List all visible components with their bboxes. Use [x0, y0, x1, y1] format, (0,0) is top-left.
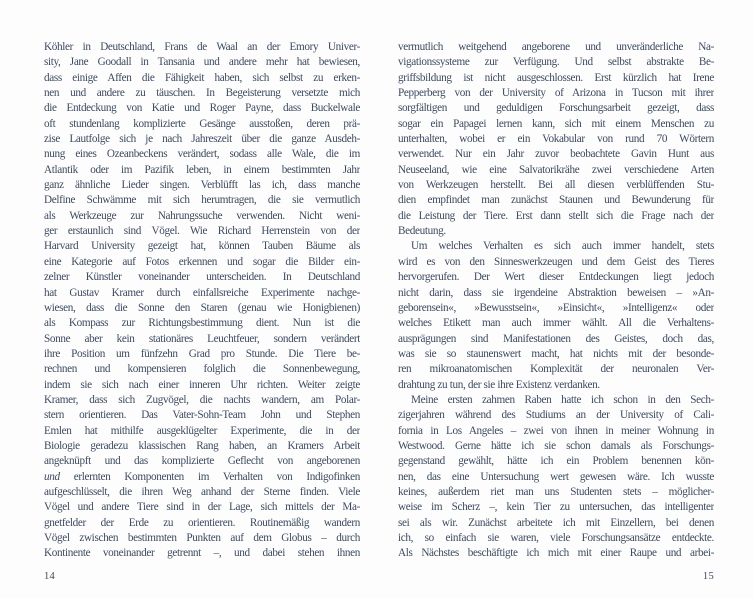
text-segment: erlernten Komponenten im Verhalten von Indigofinken — [59, 470, 360, 483]
text-segment: wird es von den Sinneswerkzeugen und dem Geist des Tieres — [398, 255, 714, 268]
text-line — [44, 439, 360, 454]
text-line — [44, 286, 360, 301]
text-segment: was sie so staunenswert macht, hat nichts mit der besonde- — [398, 347, 714, 360]
text-line — [44, 470, 360, 485]
text-segment: Harvard University gezeigt hat, können Tauben Bäume als — [44, 240, 360, 253]
text-segment: eine Kategorie auf Fotos erkennen und sogar die Bilder ein- — [44, 255, 360, 268]
page-right-text — [398, 40, 714, 562]
text-segment: die Leistung der Tiere. Erst dann stellt sich die Frage nach der — [398, 209, 714, 222]
text-line — [44, 117, 360, 132]
text-line — [398, 86, 714, 101]
text-line — [398, 332, 714, 347]
page-number-left: 14 — [44, 570, 56, 582]
text-segment: welches Etikett man auch immer wählt. All die Verhaltens- — [398, 317, 714, 330]
text-segment: hervorgerufen. Der Wert dieser Entdeckungen liegt jedoch — [398, 271, 714, 284]
text-line — [398, 71, 714, 86]
text-segment: ren mikroanatomischen Komplexität der neuronalen Ver- — [398, 363, 714, 376]
text-line — [44, 178, 360, 193]
text-segment: nung eines Ozeanbeckens verändert, sodass alle Wale, die im — [44, 148, 360, 161]
text-segment: Meine ersten zahmen Raben hatte ich schon in den Sech- — [411, 393, 714, 406]
text-segment: Delfine Schwämme mit sich herumtragen, die sie vermutlich — [44, 194, 360, 207]
text-segment: als Werkzeuge zur Nahrungssuche verwenden. Nicht weni- — [44, 209, 360, 222]
text-line — [44, 546, 360, 561]
text-segment: verwendet. Nur ein Jahr zuvor beobachtete Gavin Hunt aus — [398, 148, 714, 161]
text-segment: sei als wir. Zunächst arbeitete ich mit Einzellern, bei denen — [398, 516, 714, 529]
text-line — [398, 393, 714, 408]
text-segment: dass einige Affen die Fähigkeit haben, sich selbst zu erken- — [44, 71, 360, 84]
text-line — [398, 209, 714, 224]
text-segment: sogar ein Papagei lernen kann, sich mit einem Menschen zu — [398, 117, 714, 130]
text-line — [398, 255, 714, 270]
text-segment: Pepperberg von der University of Arizona in Tucson mit ihrer — [398, 87, 714, 100]
text-line — [398, 439, 714, 454]
text-line — [398, 470, 714, 485]
text-segment: nen, das eine Untersuchung wert gewesen wäre. Ich wusste — [398, 470, 714, 483]
text-line — [398, 178, 714, 193]
text-line — [398, 117, 714, 132]
text-segment: gnetfelder der Erde zu orientieren. Routinemäßig wandern — [44, 516, 360, 529]
text-line — [398, 485, 714, 500]
text-segment: ihre Position um fünfzehn Grad pro Stunde. Die Tiere be- — [44, 347, 360, 360]
text-segment: ich, so einfach sie waren, viele Forschungsansätze entdeckte. — [398, 532, 714, 544]
text-segment: sity, Jane Goodall in Tansania und andere mehr hat bewiesen, — [44, 56, 360, 69]
text-segment: griffsbildung ist nicht ausgeschlossen. Erst kürzlich hat Irene — [398, 71, 714, 84]
text-line — [398, 531, 714, 546]
text-segment: vermutlich weitgehend angeborene und unveränderliche Na- — [398, 41, 714, 53]
text-line — [398, 224, 714, 239]
text-line — [398, 362, 714, 377]
text-line — [44, 485, 360, 500]
text-line — [44, 255, 360, 270]
text-segment: geborensein«, »Bewusstsein«, »Einsicht«, »Intelligenz« oder — [398, 301, 714, 314]
text-line — [44, 86, 360, 101]
text-segment: vigationssysteme zur Verfügung. Und selbst abstrakte Be- — [398, 56, 714, 69]
text-line — [44, 147, 360, 162]
text-segment: ganz ähnliche Lieder singen. Verblüfft las ich, dass manche — [44, 179, 360, 192]
text-segment: indem sie sich nach einer inneren Uhr richten. Weiter zeigte — [44, 378, 360, 391]
text-line — [398, 347, 714, 362]
text-line — [398, 378, 714, 393]
text-line — [44, 408, 360, 423]
text-line — [44, 239, 360, 254]
text-line — [44, 332, 360, 347]
text-segment: sorgfältigen und geduldigen Forschungsarbeit gezeigt, dass — [398, 102, 714, 115]
text-line — [398, 424, 714, 439]
text-segment: Kramer, dass sich Zugvögel, die nachts wandern, am Polar- — [44, 393, 360, 406]
text-segment: Westwood. Gerne hätte ich sie schon damals als Forschungs- — [398, 439, 714, 452]
text-segment: nicht darin, dass sie irgendeine Abstraktion beweisen – »An- — [398, 286, 714, 299]
text-segment: Als Nächstes beschäftigte ich mich mit einer Raupe und arbei- — [398, 547, 714, 560]
text-segment: keines, außerdem riet man uns Studenten stets – möglicher- — [398, 485, 714, 498]
text-line — [398, 239, 714, 254]
text-segment: stern orientieren. Das Vater-Sohn-Team John und Stephen — [44, 409, 360, 422]
text-line — [398, 40, 714, 55]
text-segment: wiesen, dass die Sonne den Staren (genau wie Honigbienen) — [44, 301, 360, 314]
text-segment: hat Gustav Kramer durch einfallsreiche Experimente nachge- — [44, 286, 360, 299]
text-segment: Kontinente voneinander getrennt –, und dabei stehen ihnen — [44, 547, 360, 560]
text-line — [44, 316, 360, 331]
text-line — [44, 362, 360, 377]
text-segment: aufgeschlüsselt, die ihren Weg anhand der Sterne finden. Viele — [44, 485, 360, 498]
italic-text-segment: und — [44, 470, 60, 483]
text-line — [44, 454, 360, 469]
text-segment: Köhler in Deutschland, Frans de Waal an der Emory Univer- — [44, 41, 360, 53]
text-segment: Atlantik oder im Pazifik leben, in einem bestimmten Jahr — [44, 163, 360, 176]
text-segment: drahtung zu tun, der sie ihre Existenz verdanken. — [398, 378, 600, 391]
text-line — [398, 270, 714, 285]
text-line — [398, 193, 714, 208]
text-segment: Emlen hat mithilfe ausgeklügelter Experimente, die in der — [44, 424, 360, 437]
text-line — [44, 516, 360, 531]
text-line — [398, 500, 714, 515]
text-segment: weise im Scherz –, kein Tier zu untersuchen, das intelligenter — [398, 501, 714, 514]
text-line — [44, 224, 360, 239]
text-line — [44, 531, 360, 546]
text-segment: unterhalten, wobei er ein Vokabular von rund 70 Wörtern — [398, 133, 714, 146]
text-line — [44, 209, 360, 224]
text-line — [398, 286, 714, 301]
text-segment: ausprägungen sind Manifestationen des Geistes, doch das, — [398, 332, 714, 345]
text-line — [398, 301, 714, 316]
text-segment: dien empfindet man zunächst Staunen und Bewunderung für — [398, 194, 714, 207]
text-line — [44, 55, 360, 70]
text-segment: zelner Künstler voneinander unterscheiden. In Deutschland — [44, 271, 360, 284]
text-line — [44, 378, 360, 393]
text-line — [398, 454, 714, 469]
page-left-text — [44, 40, 360, 562]
text-line — [44, 301, 360, 316]
text-line — [398, 101, 714, 116]
text-line — [44, 193, 360, 208]
text-line — [398, 55, 714, 70]
text-line — [44, 163, 360, 178]
text-segment: Bedeutung. — [398, 225, 446, 238]
text-segment: Vögel und andere Tiere sind in der Lage, sich mittels der Ma- — [44, 501, 360, 514]
text-segment: zigerjahren während des Studiums an der University of Cali- — [398, 409, 714, 422]
text-line — [44, 101, 360, 116]
page-right — [398, 40, 714, 598]
text-segment: Biologie geradezu klassischen Rang haben, an Kramers Arbeit — [44, 439, 360, 452]
text-segment: fornia in Los Angeles – zwei von ihnen in meiner Wohnung in — [398, 424, 714, 437]
text-line — [398, 316, 714, 331]
text-segment: Um welches Verhalten es sich auch immer handelt, stets — [411, 240, 714, 253]
text-segment: rechnen und kompensieren folglich die Sonnenbewegung, — [44, 363, 360, 376]
text-segment: als Kompass zur Richtungsbestimmung dient. Nun ist die — [44, 317, 360, 330]
text-line — [44, 424, 360, 439]
text-line — [398, 408, 714, 423]
page-number-right: 15 — [702, 570, 714, 582]
text-line — [44, 500, 360, 515]
text-line — [44, 71, 360, 86]
text-segment: zise Lautfolge sich je nach Jahreszeit über die ganze Ausdeh- — [44, 133, 360, 146]
text-line — [398, 147, 714, 162]
text-segment: angeknüpft und das komplizierte Geflecht von angeborenen — [44, 455, 360, 468]
text-line — [44, 347, 360, 362]
text-line — [398, 163, 714, 178]
text-segment: die Entdeckung von Katie und Roger Payne, dass Buckelwale — [44, 102, 360, 115]
text-line — [44, 132, 360, 147]
text-segment: ger erstaunlich sind Vögel. Wie Richard Herrenstein von der — [44, 225, 360, 238]
text-segment: Sonne aber kein stationäres Leuchtfeuer, sondern verändert — [44, 332, 360, 345]
page-left — [44, 40, 360, 598]
text-line — [398, 546, 714, 561]
text-segment: Vögel zwischen bestimmten Punkten auf dem Globus – durch — [44, 532, 360, 544]
text-line — [398, 132, 714, 147]
text-line — [44, 393, 360, 408]
text-segment: Neuseeland, wie eine Salvatorikrähe zwei verschiedene Arten — [398, 163, 714, 176]
text-line — [398, 516, 714, 531]
text-line — [44, 40, 360, 55]
text-segment: nen und andere zu täuschen. In Begeisterung versetzte mich — [44, 87, 360, 100]
text-segment: gegenstand gewählt, hätte ich ein Problem benennen kön- — [398, 455, 714, 468]
text-segment: oft stundenlang komplizierte Gesänge ausstoßen, deren prä- — [44, 117, 360, 130]
text-segment: von Werkzeugen herstellt. Bei all diesen verblüffenden Stu- — [398, 179, 714, 192]
text-line — [44, 270, 360, 285]
